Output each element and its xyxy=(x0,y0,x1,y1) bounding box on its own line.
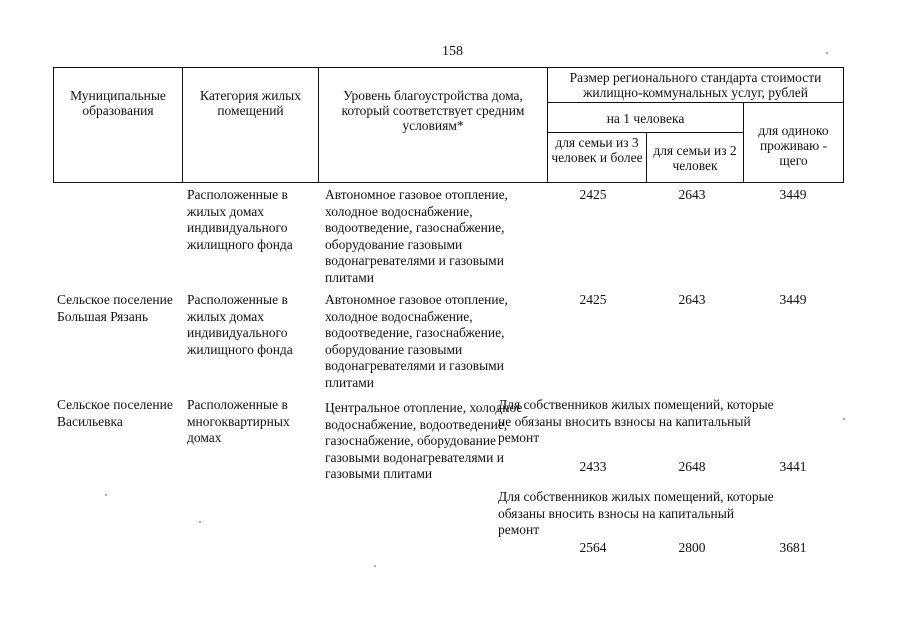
row-value-single: 3449 xyxy=(779,292,807,307)
row-municipality: Сельское поселение Васильевка xyxy=(57,397,173,429)
row-category: Расположенные в многоквартирных домах xyxy=(187,397,290,445)
row-value-family2: 2643 xyxy=(678,292,706,307)
header-level: Уровень благоустройства дома, который соответствует средним условиям* xyxy=(319,68,548,183)
scan-speck xyxy=(843,418,845,420)
header-category: Категория жилых помещений xyxy=(183,68,319,183)
row-value-family3: 2433 xyxy=(579,459,607,474)
header-family3: для семьи из 3 человек и более xyxy=(548,133,647,183)
row-value-single: 3449 xyxy=(779,187,807,202)
scan-speck xyxy=(826,52,828,54)
row-value-single: 3441 xyxy=(779,459,807,474)
row-value-family3: 2425 xyxy=(579,187,607,202)
row-value-family3: 2425 xyxy=(579,292,607,307)
header-standard: Размер регионального стандарта стоимости жилищно-коммунальных услуг, рублей xyxy=(548,68,844,103)
row-value-family2: 2648 xyxy=(678,459,706,474)
row-level: Автономное газовое отопление, холодное водоснабжение, водоотведение, газоснабжение, оборудование газовыми водонагревателями и газовыми плитами xyxy=(325,292,508,390)
header-single: для одиноко проживаю - щего xyxy=(744,103,844,183)
row-level: Центральное отопление, холодное водоснабжение, водоотведение, газоснабжение, оборудование газовыми водонагревателями и газовыми плитами xyxy=(325,400,523,481)
header-per-person: на 1 человека xyxy=(548,103,744,133)
page-number: 158 xyxy=(442,44,463,59)
row-value-family3: 2564 xyxy=(579,540,607,555)
table-header xyxy=(53,67,844,183)
scan-speck xyxy=(199,521,201,523)
scan-speck xyxy=(105,494,107,496)
scan-speck xyxy=(374,565,376,567)
note-capital-repair: Для собственников жилых помещений, которые обязаны вносить взносы на капитальный ремонт xyxy=(498,489,774,537)
row-category: Расположенные в жилых домах индивидуального жилищного фонда xyxy=(187,187,293,252)
row-category: Расположенные в жилых домах индивидуального жилищного фонда xyxy=(187,292,293,357)
header-family2: для семьи из 2 человек xyxy=(647,133,744,183)
row-level: Автономное газовое отопление, холодное водоснабжение, водоотведение, газоснабжение, оборудование газовыми водонагревателями и газовыми плитами xyxy=(325,187,508,285)
row-value-single: 3681 xyxy=(779,540,807,555)
row-municipality: Сельское поселение Большая Рязань xyxy=(57,292,173,324)
note-no-capital-repair: Для собственников жилых помещений, которые не обязаны вносить взносы на капитальный ремонт xyxy=(498,397,774,445)
row-value-family2: 2800 xyxy=(678,540,706,555)
row-value-family2: 2643 xyxy=(678,187,706,202)
header-municipality: Муниципальные образования xyxy=(54,68,183,183)
